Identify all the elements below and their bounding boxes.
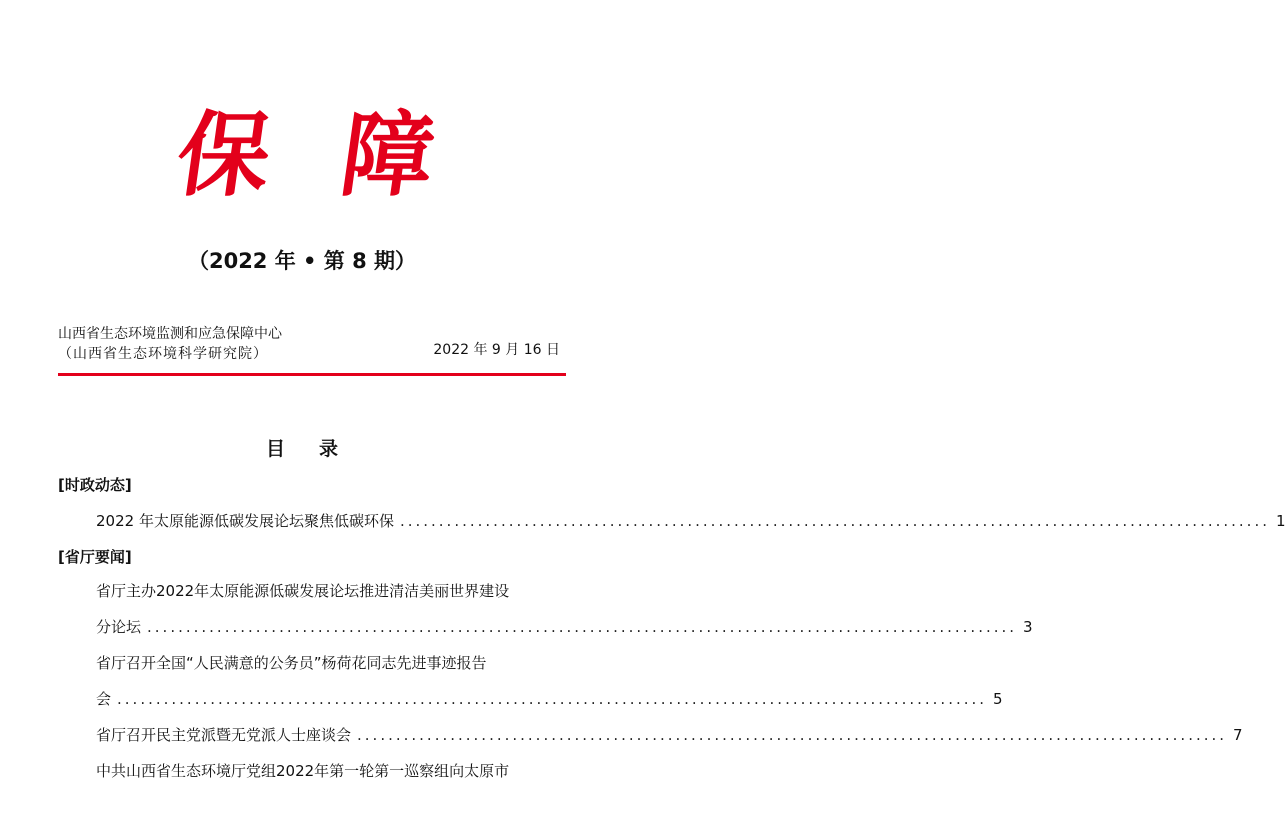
toc-entry-text: 省厅召开民主党派暨无党派人士座谈会 bbox=[96, 726, 352, 744]
org-name: 山西省生态环境监测和应急保障中心 bbox=[58, 326, 282, 342]
toc-entry-line[interactable]: 中共山西省生态环境厅党组2022年第一轮第一巡察组向太原市 bbox=[96, 762, 510, 780]
toc-page-number: 7 bbox=[1233, 726, 1243, 744]
toc-entry-text: 2022 年太原能源低碳发展论坛聚焦低碳环保 bbox=[96, 512, 394, 530]
publish-date: 2022 年 9 月 16 日 bbox=[433, 342, 560, 358]
toc-leader: ................................................................................................................ bbox=[357, 726, 1228, 744]
toc-entry-line[interactable]: 省厅召开全国“人民满意的公务员”杨荷花同志先进事迹报告 bbox=[96, 654, 487, 672]
toc-section-label: [省厅要闻] bbox=[58, 548, 132, 566]
toc-page-number: 3 bbox=[1023, 618, 1033, 636]
issue-number: （2022 年 • 第 8 期） bbox=[187, 249, 417, 273]
toc-page-number: 1 bbox=[1275, 512, 1286, 530]
masthead-char-2: 障 bbox=[334, 101, 442, 209]
toc-page-number: 5 bbox=[993, 690, 1003, 708]
header-divider bbox=[58, 373, 566, 376]
toc-entry[interactable] bbox=[96, 688, 1003, 710]
masthead bbox=[0, 100, 604, 210]
org-subname: （山西省生态环境科学研究院） bbox=[58, 346, 268, 362]
toc-entry-line[interactable]: 省厅主办2022年太原能源低碳发展论坛推进清洁美丽世界建设 bbox=[96, 582, 510, 600]
toc-section-label: [时政动态] bbox=[58, 476, 132, 494]
toc-entry-text: 分论坛 bbox=[96, 618, 142, 636]
toc-title: 目录 bbox=[265, 438, 372, 460]
toc-leader: ................................................................................................................ bbox=[117, 690, 988, 708]
toc-entry[interactable] bbox=[96, 616, 1033, 638]
masthead-char-1: 保 bbox=[170, 101, 278, 209]
toc-entry[interactable] bbox=[96, 510, 1286, 532]
toc-leader: ................................................................................................................ bbox=[399, 512, 1270, 530]
toc-entry[interactable] bbox=[96, 724, 1243, 746]
toc-leader: ................................................................................................................ bbox=[147, 618, 1018, 636]
toc-entry-text: 会 bbox=[96, 690, 112, 708]
